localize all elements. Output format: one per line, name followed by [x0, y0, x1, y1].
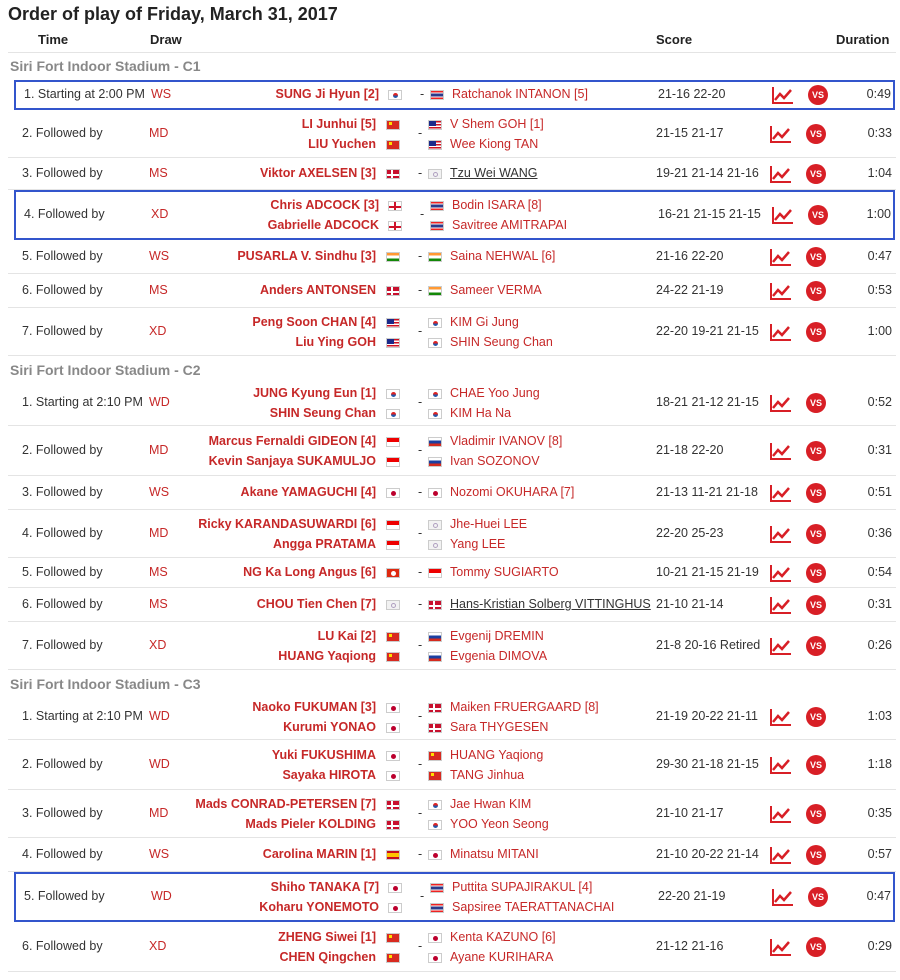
event-code: MD: [149, 126, 169, 140]
stats-chart-icon[interactable]: [770, 938, 792, 956]
player-2-name[interactable]: Kenta KAZUNO [6]: [450, 930, 556, 944]
match-time: 6. Followed by: [22, 283, 103, 297]
country-flag-icon: [428, 953, 442, 963]
match-time: 3. Followed by: [22, 485, 103, 499]
country-flag-icon: [428, 169, 442, 179]
country-flag-icon: [386, 389, 400, 399]
player-1-name[interactable]: Yuki FUKUSHIMA: [271, 748, 376, 762]
country-flag-icon: [386, 540, 400, 550]
head-to-head-vs-icon[interactable]: VS: [806, 164, 826, 184]
player-1-name[interactable]: LI Junhui [5]: [301, 117, 376, 131]
country-flag-icon: [428, 252, 442, 262]
player-2-name[interactable]: Tzu Wei WANG: [450, 166, 538, 180]
versus-dash: -: [418, 565, 423, 579]
player-2-partner-name[interactable]: YOO Yeon Seong: [450, 817, 549, 831]
country-flag-icon: [428, 140, 442, 150]
player-2-name[interactable]: Hans-Kristian Solberg VITTINGHUS: [450, 597, 651, 611]
match-duration: 0:47: [866, 889, 891, 903]
match-score: 21-10 20-22 21-14: [656, 847, 759, 861]
venue-header: Siri Fort Indoor Stadium - C3: [10, 676, 201, 692]
match-score: 21-12 21-16: [656, 939, 724, 953]
country-flag-icon: [428, 318, 442, 328]
country-flag-icon: [430, 201, 444, 211]
player-2-partner-name[interactable]: Ayane KURIHARA: [450, 950, 554, 964]
player-1-partner-name[interactable]: SHIN Seung Chan: [269, 406, 376, 420]
match-score: 10-21 21-15 21-19: [656, 565, 759, 579]
stats-chart-icon[interactable]: [770, 484, 792, 502]
country-flag-icon: [386, 723, 400, 733]
player-1-name[interactable]: Mads CONRAD-PETERSEN [7]: [195, 797, 376, 811]
match-row: [8, 380, 896, 426]
versus-dash: -: [418, 126, 423, 140]
stats-chart-icon[interactable]: [770, 282, 792, 300]
match-score: 21-10 21-14: [656, 597, 724, 611]
head-to-head-vs-icon[interactable]: VS: [806, 636, 826, 656]
player-2-name[interactable]: V Shem GOH [1]: [450, 117, 544, 131]
match-score: 21-16 22-20: [658, 87, 726, 101]
match-time: 3. Followed by: [22, 166, 103, 180]
player-2-name[interactable]: Nozomi OKUHARA [7]: [450, 485, 575, 499]
head-to-head-vs-icon[interactable]: VS: [806, 247, 826, 267]
match-duration: 0:52: [867, 395, 892, 409]
country-flag-icon: [386, 953, 400, 963]
match-row: [8, 274, 896, 308]
country-flag-icon: [386, 568, 400, 578]
player-2-partner-name[interactable]: Wee Kiong TAN: [450, 137, 539, 151]
venue-header: Siri Fort Indoor Stadium - C2: [10, 362, 201, 378]
match-row: [8, 558, 896, 588]
player-1-name[interactable]: Viktor AXELSEN [3]: [260, 166, 376, 180]
country-flag-icon: [430, 221, 444, 231]
country-flag-icon: [428, 933, 442, 943]
player-1-partner-name[interactable]: CHEN Qingchen: [279, 950, 376, 964]
head-to-head-vs-icon[interactable]: VS: [806, 441, 826, 461]
country-flag-icon: [386, 409, 400, 419]
country-flag-icon: [386, 652, 400, 662]
player-2-name[interactable]: Ratchanok INTANON [5]: [452, 87, 588, 101]
head-to-head-vs-icon[interactable]: VS: [808, 85, 828, 105]
match-duration: 1:18: [867, 757, 892, 771]
country-flag-icon: [428, 520, 442, 530]
player-1-name[interactable]: NG Ka Long Angus [6]: [243, 565, 376, 579]
country-flag-icon: [428, 600, 442, 610]
head-to-head-vs-icon[interactable]: VS: [806, 755, 826, 775]
player-2-name[interactable]: Saina NEHWAL [6]: [450, 249, 556, 263]
versus-dash: -: [418, 485, 423, 499]
player-2-partner-name[interactable]: Savitree AMITRAPAI: [452, 218, 568, 232]
player-2-name[interactable]: Vladimir IVANOV [8]: [450, 434, 563, 448]
country-flag-icon: [428, 409, 442, 419]
player-2-name[interactable]: KIM Gi Jung: [450, 315, 519, 329]
match-time: 1. Starting at 2:10 PM: [22, 395, 143, 409]
event-code: WS: [149, 847, 170, 861]
country-flag-icon: [428, 771, 442, 781]
time-column-header: Time: [38, 32, 69, 47]
player-2-name[interactable]: Bodin ISARA [8]: [452, 198, 542, 212]
country-flag-icon: [428, 488, 442, 498]
country-flag-icon: [428, 568, 442, 578]
event-code: MD: [149, 443, 169, 457]
country-flag-icon: [428, 437, 442, 447]
player-2-partner-name[interactable]: TANG Jinhua: [450, 768, 525, 782]
match-row: [14, 190, 895, 240]
country-flag-icon: [386, 703, 400, 713]
match-row: [8, 622, 896, 670]
match-duration: 0:26: [867, 638, 892, 652]
head-to-head-vs-icon[interactable]: VS: [806, 393, 826, 413]
country-flag-icon: [386, 338, 400, 348]
match-score: 29-30 21-18 21-15: [656, 757, 759, 771]
country-flag-icon: [386, 751, 400, 761]
player-1-name[interactable]: Naoko FUKUMAN [3]: [252, 700, 376, 714]
head-to-head-vs-icon[interactable]: VS: [806, 707, 826, 727]
stats-chart-icon[interactable]: [770, 125, 792, 143]
header-divider: [8, 52, 896, 53]
match-time: 1. Starting at 2:00 PM: [24, 87, 145, 101]
versus-dash: -: [418, 283, 423, 297]
match-duration: 0:29: [867, 939, 892, 953]
match-time: 4. Followed by: [22, 847, 103, 861]
event-code: MD: [149, 526, 169, 540]
country-flag-icon: [388, 903, 402, 913]
head-to-head-vs-icon[interactable]: VS: [806, 322, 826, 342]
head-to-head-vs-icon[interactable]: VS: [806, 524, 826, 544]
match-time: 1. Starting at 2:10 PM: [22, 709, 143, 723]
match-time: 7. Followed by: [22, 324, 103, 338]
player-1-partner-name[interactable]: Kurumi YONAO: [283, 720, 376, 734]
versus-dash: -: [418, 757, 423, 771]
country-flag-icon: [428, 751, 442, 761]
player-2-partner-name[interactable]: Sapsiree TAERATTANACHAI: [452, 900, 615, 914]
country-flag-icon: [428, 800, 442, 810]
match-score: 21-16 22-20: [656, 249, 724, 263]
player-2-name[interactable]: Jhe-Huei LEE: [450, 517, 528, 531]
match-time: 7. Followed by: [22, 638, 103, 652]
versus-dash: -: [418, 709, 423, 723]
match-row: [8, 922, 896, 972]
country-flag-icon: [428, 457, 442, 467]
stats-chart-icon[interactable]: [770, 708, 792, 726]
event-code: WS: [149, 249, 170, 263]
match-duration: 0:35: [867, 806, 892, 820]
match-duration: 1:03: [867, 709, 892, 723]
stats-chart-icon[interactable]: [772, 86, 794, 104]
event-code: XD: [149, 324, 167, 338]
player-2-partner-name[interactable]: Yang LEE: [450, 537, 506, 551]
country-flag-icon: [430, 903, 444, 913]
country-flag-icon: [386, 933, 400, 943]
match-score: 21-15 21-17: [656, 126, 724, 140]
match-duration: 0:51: [867, 485, 892, 499]
match-score: 18-21 21-12 21-15: [656, 395, 759, 409]
versus-dash: -: [418, 249, 423, 263]
player-1-partner-name[interactable]: HUANG Yaqiong: [278, 649, 376, 663]
match-time: 6. Followed by: [22, 939, 103, 953]
stats-chart-icon[interactable]: [770, 442, 792, 460]
country-flag-icon: [428, 850, 442, 860]
head-to-head-vs-icon[interactable]: VS: [806, 124, 826, 144]
player-2-name[interactable]: Puttita SUPAJIRAKUL [4]: [452, 880, 593, 894]
match-score: 21-8 20-16 Retired: [656, 638, 761, 652]
match-row: [8, 476, 896, 510]
event-code: XD: [149, 638, 167, 652]
versus-dash: -: [418, 597, 423, 611]
event-code: WD: [149, 757, 170, 771]
player-1-partner-name[interactable]: Angga PRATAMA: [273, 537, 376, 551]
player-2-name[interactable]: Jae Hwan KIM: [450, 797, 532, 811]
match-duration: 0:31: [867, 443, 892, 457]
player-2-name[interactable]: Minatsu MITANI: [450, 847, 539, 861]
player-2-name[interactable]: Tommy SUGIARTO: [450, 565, 559, 579]
match-row: [8, 158, 896, 190]
versus-dash: -: [418, 526, 423, 540]
match-score: 24-22 21-19: [656, 283, 724, 297]
match-score: 21-13 11-21 21-18: [656, 485, 758, 499]
country-flag-icon: [386, 800, 400, 810]
player-2-name[interactable]: HUANG Yaqiong: [450, 748, 544, 762]
event-code: MS: [149, 565, 168, 579]
country-flag-icon: [428, 632, 442, 642]
country-flag-icon: [388, 221, 402, 231]
player-1-name[interactable]: Marcus Fernaldi GIDEON [4]: [208, 434, 376, 448]
head-to-head-vs-icon[interactable]: VS: [808, 205, 828, 225]
match-row: [8, 240, 896, 274]
country-flag-icon: [430, 90, 444, 100]
country-flag-icon: [428, 286, 442, 296]
match-time: 2. Followed by: [22, 443, 103, 457]
event-code: MS: [149, 283, 168, 297]
match-score: 16-21 21-15 21-15: [658, 207, 761, 221]
match-row: [8, 838, 896, 872]
match-duration: 0:53: [867, 283, 892, 297]
player-2-partner-name[interactable]: Ivan SOZONOV: [450, 454, 540, 468]
player-1-name[interactable]: CHOU Tien Chen [7]: [256, 597, 376, 611]
match-duration: 0:33: [867, 126, 892, 140]
match-row: [8, 694, 896, 740]
country-flag-icon: [386, 600, 400, 610]
stats-chart-icon[interactable]: [770, 323, 792, 341]
versus-dash: -: [418, 324, 423, 338]
match-row: [8, 790, 896, 838]
player-2-partner-name[interactable]: KIM Ha Na: [450, 406, 512, 420]
country-flag-icon: [430, 883, 444, 893]
player-1-partner-name[interactable]: Liu Ying GOH: [295, 335, 376, 349]
country-flag-icon: [428, 338, 442, 348]
match-row: [8, 510, 896, 558]
match-duration: 1:04: [867, 166, 892, 180]
versus-dash: -: [418, 638, 423, 652]
match-duration: 0:36: [867, 526, 892, 540]
versus-dash: -: [418, 939, 423, 953]
stats-chart-icon[interactable]: [770, 165, 792, 183]
country-flag-icon: [428, 652, 442, 662]
stats-chart-icon[interactable]: [772, 888, 794, 906]
versus-dash: -: [418, 395, 423, 409]
event-code: WS: [151, 87, 172, 101]
player-2-partner-name[interactable]: Sara THYGESEN: [450, 720, 549, 734]
player-1-name[interactable]: SUNG Ji Hyun [2]: [275, 87, 379, 101]
player-2-partner-name[interactable]: Evgenia DIMOVA: [450, 649, 548, 663]
player-2-name[interactable]: CHAE Yoo Jung: [450, 386, 540, 400]
player-1-partner-name[interactable]: Gabrielle ADCOCK: [267, 218, 379, 232]
stats-chart-icon[interactable]: [770, 394, 792, 412]
event-code: MD: [149, 806, 169, 820]
player-1-partner-name[interactable]: Sayaka HIROTA: [282, 768, 376, 782]
country-flag-icon: [388, 90, 402, 100]
player-2-name[interactable]: Maiken FRUERGAARD [8]: [450, 700, 599, 714]
match-row: [14, 872, 895, 922]
match-score: 21-19 20-22 21-11: [656, 709, 758, 723]
country-flag-icon: [428, 703, 442, 713]
player-1-name[interactable]: LU Kai [2]: [317, 629, 376, 643]
player-2-name[interactable]: Evgenij DREMIN: [450, 629, 544, 643]
country-flag-icon: [386, 850, 400, 860]
country-flag-icon: [386, 488, 400, 498]
versus-dash: -: [418, 443, 423, 457]
match-time: 5. Followed by: [24, 889, 105, 903]
player-1-partner-name[interactable]: Mads Pieler KOLDING: [245, 817, 376, 831]
match-row: [8, 740, 896, 790]
country-flag-icon: [386, 457, 400, 467]
versus-dash: -: [420, 207, 425, 221]
country-flag-icon: [386, 169, 400, 179]
head-to-head-vs-icon[interactable]: VS: [806, 595, 826, 615]
match-duration: 0:54: [867, 565, 892, 579]
player-1-name[interactable]: Chris ADCOCK [3]: [270, 198, 379, 212]
stats-chart-icon[interactable]: [770, 846, 792, 864]
draw-column-header: Draw: [150, 32, 182, 47]
head-to-head-vs-icon[interactable]: VS: [808, 887, 828, 907]
stats-chart-icon[interactable]: [770, 564, 792, 582]
country-flag-icon: [386, 520, 400, 530]
stats-chart-icon[interactable]: [770, 248, 792, 266]
match-score: 21-10 21-17: [656, 806, 724, 820]
country-flag-icon: [428, 540, 442, 550]
head-to-head-vs-icon[interactable]: VS: [806, 804, 826, 824]
score-column-header: Score: [656, 32, 693, 47]
match-score: 22-20 21-19: [658, 889, 726, 903]
country-flag-icon: [386, 120, 400, 130]
event-code: WD: [149, 709, 170, 723]
country-flag-icon: [386, 252, 400, 262]
country-flag-icon: [388, 883, 402, 893]
versus-dash: -: [420, 87, 425, 101]
versus-dash: -: [418, 806, 423, 820]
head-to-head-vs-icon[interactable]: VS: [806, 483, 826, 503]
match-score: 22-20 19-21 21-15: [656, 324, 759, 338]
match-duration: 0:31: [867, 597, 892, 611]
player-1-name[interactable]: Peng Soon CHAN [4]: [252, 315, 376, 329]
country-flag-icon: [428, 820, 442, 830]
country-flag-icon: [386, 632, 400, 642]
country-flag-icon: [386, 286, 400, 296]
player-1-name[interactable]: JUNG Kyung Eun [1]: [253, 386, 376, 400]
event-code: WD: [149, 395, 170, 409]
duration-column-header: Duration: [836, 32, 890, 47]
match-duration: 0:47: [867, 249, 892, 263]
match-time: 4. Followed by: [24, 207, 105, 221]
match-time: 3. Followed by: [22, 806, 103, 820]
event-code: XD: [151, 207, 169, 221]
player-1-name[interactable]: Shiho TANAKA [7]: [270, 880, 379, 894]
player-2-name[interactable]: Sameer VERMA: [450, 283, 542, 297]
player-1-name[interactable]: PUSARLA V. Sindhu [3]: [237, 249, 376, 263]
event-code: MS: [149, 597, 168, 611]
country-flag-icon: [386, 140, 400, 150]
player-1-name[interactable]: Carolina MARIN [1]: [262, 847, 376, 861]
page-title: Order of play of Friday, March 31, 2017: [8, 4, 338, 24]
match-row: [14, 80, 895, 110]
player-1-name[interactable]: Akane YAMAGUCHI [4]: [240, 485, 376, 499]
country-flag-icon: [386, 437, 400, 447]
head-to-head-vs-icon[interactable]: VS: [806, 937, 826, 957]
match-duration: 0:49: [866, 87, 891, 101]
versus-dash: -: [418, 166, 423, 180]
head-to-head-vs-icon[interactable]: VS: [806, 845, 826, 865]
stats-chart-icon[interactable]: [770, 805, 792, 823]
versus-dash: -: [420, 889, 425, 903]
player-2-partner-name[interactable]: SHIN Seung Chan: [450, 335, 553, 349]
match-time: 2. Followed by: [22, 757, 103, 771]
stats-chart-icon[interactable]: [770, 756, 792, 774]
event-code: XD: [149, 939, 167, 953]
match-time: 4. Followed by: [22, 526, 103, 540]
match-row: [8, 588, 896, 622]
country-flag-icon: [386, 820, 400, 830]
player-1-partner-name[interactable]: LIU Yuchen: [308, 137, 376, 151]
match-row: [8, 308, 896, 356]
match-score: 22-20 25-23: [656, 526, 724, 540]
match-row: [8, 426, 896, 476]
event-code: WD: [151, 889, 172, 903]
country-flag-icon: [428, 389, 442, 399]
match-duration: 1:00: [866, 207, 891, 221]
player-1-name[interactable]: Ricky KARANDASUWARDI [6]: [198, 517, 376, 531]
match-time: 5. Followed by: [22, 249, 103, 263]
stats-chart-icon[interactable]: [772, 206, 794, 224]
country-flag-icon: [428, 120, 442, 130]
match-duration: 0:57: [867, 847, 892, 861]
player-1-partner-name[interactable]: Koharu YONEMOTO: [259, 900, 379, 914]
player-1-name[interactable]: ZHENG Siwei [1]: [278, 930, 376, 944]
stats-chart-icon[interactable]: [770, 525, 792, 543]
venue-header: Siri Fort Indoor Stadium - C1: [10, 58, 201, 74]
versus-dash: -: [418, 847, 423, 861]
country-flag-icon: [386, 771, 400, 781]
stats-chart-icon[interactable]: [770, 637, 792, 655]
event-code: WS: [149, 485, 170, 499]
match-score: 21-18 22-20: [656, 443, 724, 457]
country-flag-icon: [388, 201, 402, 211]
match-score: 19-21 21-14 21-16: [656, 166, 759, 180]
country-flag-icon: [386, 318, 400, 328]
country-flag-icon: [428, 723, 442, 733]
player-1-partner-name[interactable]: Kevin Sanjaya SUKAMULJO: [208, 454, 376, 468]
match-time: 2. Followed by: [22, 126, 103, 140]
match-duration: 1:00: [867, 324, 892, 338]
head-to-head-vs-icon[interactable]: VS: [806, 281, 826, 301]
match-row: [8, 110, 896, 158]
stats-chart-icon[interactable]: [770, 596, 792, 614]
match-time: 6. Followed by: [22, 597, 103, 611]
match-time: 5. Followed by: [22, 565, 103, 579]
head-to-head-vs-icon[interactable]: VS: [806, 563, 826, 583]
event-code: MS: [149, 166, 168, 180]
player-1-name[interactable]: Anders ANTONSEN: [260, 283, 376, 297]
